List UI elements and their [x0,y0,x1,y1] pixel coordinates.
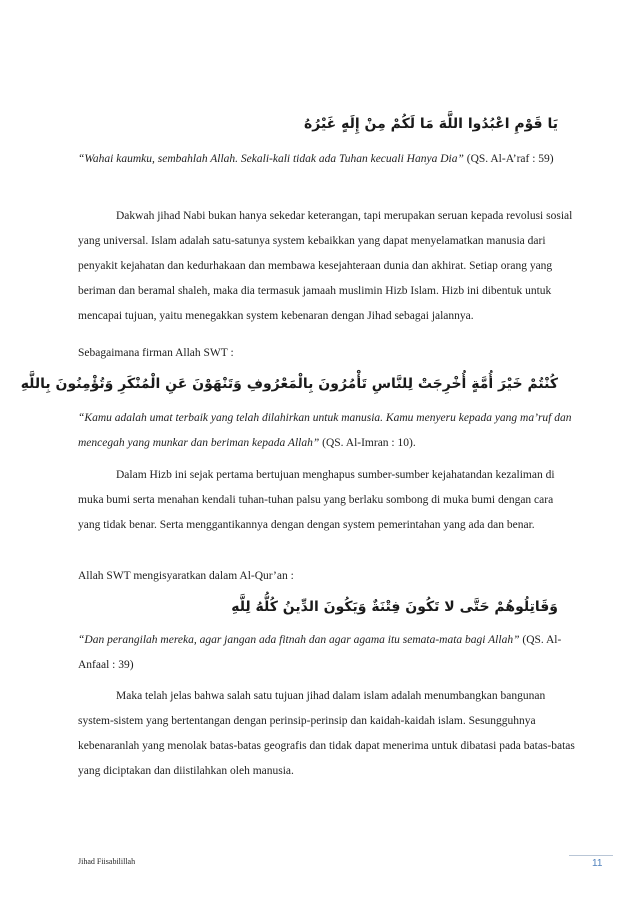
paragraph-kesimpulan [78,684,578,784]
page-number: 11 [592,858,603,869]
quote-block-al-imran [78,406,578,456]
paragraph-text: Maka telah jelas bahwa salah satu tujuan jihad dalam islam adalah menumbangkan bangunan system-sistem yang bertentangan dengan perinsip-perinsip dan kaidah-kaidah islam. Sesungguhnya kebenaranlah yang menolak batas-batas geografis dan tidak dapat menerima untuk dibatasi pada batas-batas yang diciptakan dan diistilahkan oleh manusia. [78,690,575,777]
paragraph-dakwah-jihad [78,204,578,329]
quote-reference: (QS. Al-A’raf : 59) [463,153,554,165]
quote-text: “Kamu adalah umat terbaik yang telah dilahirkan untuk manusia. Kamu menyeru kepada yang ma’ruf dan mencegah yang munkar dan beriman kepada Allah” [78,412,572,449]
quote-reference: (QS. Al-Imran : 10). [319,437,416,449]
quote-text: “Dan perangilah mereka, agar jangan ada fitnah dan agar agama itu semata-mata bagi Allah” [78,634,520,646]
arabic-verse-al-araf: يَا قَوْمِ اعْبُدُوا اللَّهَ مَا لَكُمْ مِنْ إِلَهٍ غَيْرُهُ [303,116,558,132]
arabic-verse-al-imran: كُنْتُمْ خَيْرَ أُمَّةٍ أُخْرِجَتْ لِلنَّاسِ تَأْمُرُونَ بِالْمَعْرُوفِ وَتَنْهَوْنَ عَنِ الْمُنْكَرِ وَتُؤْمِنُونَ بِاللَّهِ [20,376,558,392]
paragraph-text: Dakwah jihad Nabi bukan hanya sekedar keterangan, tapi merupakan seruan kepada revolusi sosial yang universal. Islam adalah satu-satunya system kebaikkan yang dapat menyelamatkan manusia dari penyakit kejahatan dan kedurhakaan dan membawa kesejahteraan dunia dan akhirat. Setiap orang yang beriman dan beramal shaleh, maka dia termasuk jamaah muslimin Hizb Islam. Hizb ini dibentuk untuk mencapai tujuan, yaitu menegakkan system kebenaran dengan Jihad sebagai jalannya. [78,210,573,322]
paragraph-text: Dalam Hizb ini sejak pertama bertujuan menghapus sumber-sumber kejahatandan kezaliman di muka bumi serta menahan kendali tuhan-tuhan palsu yang berlaku sombong di muka bumi dengan cara yang tidak benar. Serta menggantikannya dengan dengan system pemerintahan yang ada dan benar. [78,469,555,531]
arabic-verse-al-anfaal: وَقَاتِلُوهُمْ حَتَّى لا تَكُونَ فِتْنَةٌ وَيَكُونَ الدِّينُ كُلُّهُ لِلَّهِ [231,599,558,615]
footer-title: Jihad Fiisabilillah [78,857,136,866]
quote-block-al-araf [78,147,578,172]
quote-reference: (QS. Al-Anfaal : 39) [78,634,562,671]
intro-allah-mengisyaratkan: Allah SWT mengisyaratkan dalam Al-Qur’an : [78,570,294,582]
footer-divider [569,855,613,856]
paragraph-hizb-tujuan [78,463,578,538]
quote-text: “Wahai kaumku, sembahlah Allah. Sekali-kali tidak ada Tuhan kecuali Hanya Dia” [78,153,464,165]
quote-block-al-anfaal [78,628,578,678]
intro-firman-allah: Sebagaimana firman Allah SWT : [78,347,234,359]
